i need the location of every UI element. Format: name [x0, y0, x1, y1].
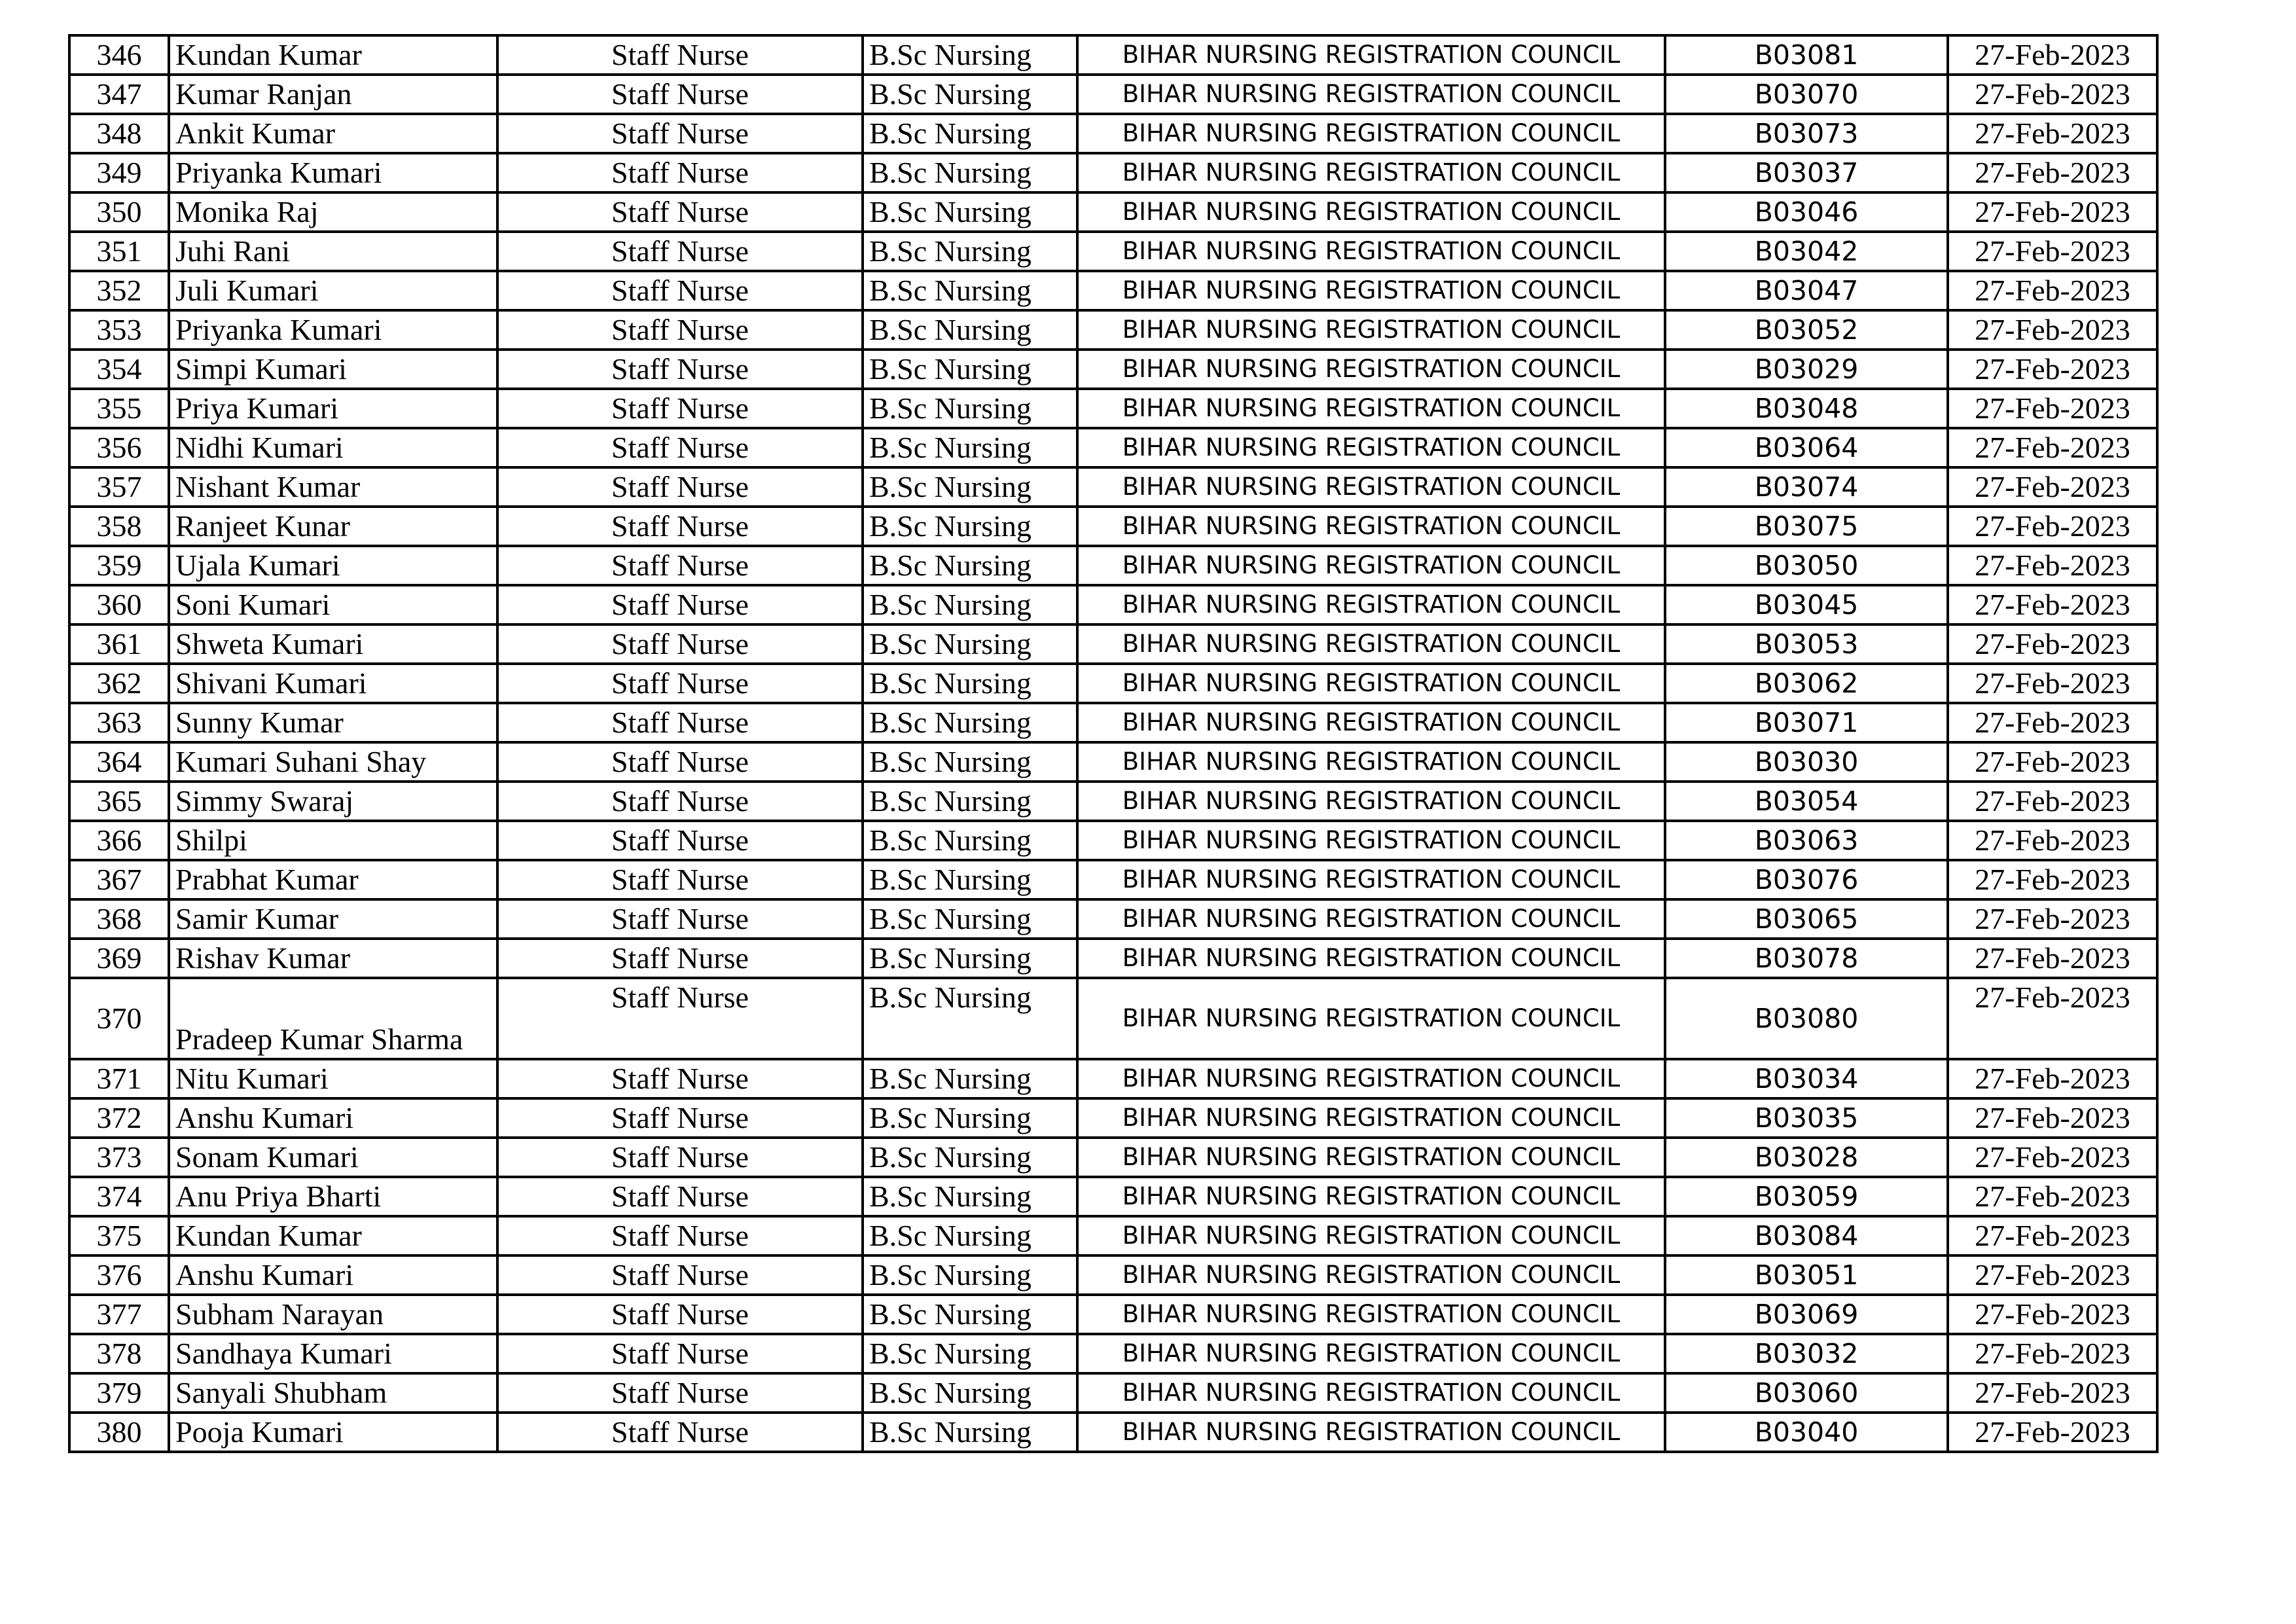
council-cell: BIHAR NURSING REGISTRATION COUNCIL [1077, 114, 1665, 153]
serial-number-cell: 356 [69, 428, 169, 467]
name-cell: Pradeep Kumar Sharma [169, 978, 497, 1059]
table-row [69, 75, 2157, 114]
serial-number-cell: 376 [69, 1255, 169, 1295]
registration-number-cell: B03064 [1665, 428, 1948, 467]
post-cell: Staff Nurse [497, 232, 863, 271]
council-cell: BIHAR NURSING REGISTRATION COUNCIL [1077, 1255, 1665, 1295]
name-cell: Nidhi Kumari [169, 428, 497, 467]
qualification-cell: B.Sc Nursing [863, 1177, 1077, 1216]
table-row [69, 624, 2157, 664]
registration-number-cell: B03030 [1665, 742, 1948, 782]
table-row [69, 585, 2157, 624]
serial-number-cell: 362 [69, 664, 169, 703]
qualification-cell: B.Sc Nursing [863, 821, 1077, 860]
table-row [69, 350, 2157, 389]
registration-number-cell: B03047 [1665, 271, 1948, 310]
table-row [69, 978, 2157, 1059]
serial-number-cell: 377 [69, 1295, 169, 1334]
serial-number-cell: 365 [69, 782, 169, 821]
name-cell: Soni Kumari [169, 585, 497, 624]
table-row [69, 35, 2157, 75]
name-cell: Juli Kumari [169, 271, 497, 310]
council-cell: BIHAR NURSING REGISTRATION COUNCIL [1077, 310, 1665, 350]
name-cell: Priyanka Kumari [169, 153, 497, 192]
qualification-cell: B.Sc Nursing [863, 389, 1077, 428]
table-row [69, 428, 2157, 467]
name-cell: Rishav Kumar [169, 939, 497, 978]
table-row [69, 782, 2157, 821]
post-cell: Staff Nurse [497, 428, 863, 467]
registration-number-cell: B03069 [1665, 1295, 1948, 1334]
post-cell: Staff Nurse [497, 271, 863, 310]
date-cell: 27-Feb-2023 [1948, 860, 2157, 899]
post-cell: Staff Nurse [497, 1138, 863, 1177]
qualification-cell: B.Sc Nursing [863, 507, 1077, 546]
date-cell: 27-Feb-2023 [1948, 428, 2157, 467]
registration-number-cell: B03075 [1665, 507, 1948, 546]
name-cell: Nishant Kumar [169, 467, 497, 507]
post-cell: Staff Nurse [497, 860, 863, 899]
name-cell: Sanyali Shubham [169, 1373, 497, 1413]
serial-number-cell: 359 [69, 546, 169, 585]
qualification-cell: B.Sc Nursing [863, 192, 1077, 232]
table-row [69, 389, 2157, 428]
date-cell: 27-Feb-2023 [1948, 1098, 2157, 1138]
table-row [69, 1216, 2157, 1255]
qualification-cell: B.Sc Nursing [863, 1059, 1077, 1098]
post-cell: Staff Nurse [497, 899, 863, 939]
date-cell: 27-Feb-2023 [1948, 35, 2157, 75]
council-cell: BIHAR NURSING REGISTRATION COUNCIL [1077, 507, 1665, 546]
qualification-cell: B.Sc Nursing [863, 75, 1077, 114]
date-cell: 27-Feb-2023 [1948, 1334, 2157, 1373]
name-cell: Sonam Kumari [169, 1138, 497, 1177]
date-cell: 27-Feb-2023 [1948, 703, 2157, 742]
serial-number-cell: 351 [69, 232, 169, 271]
post-cell: Staff Nurse [497, 389, 863, 428]
qualification-cell: B.Sc Nursing [863, 1334, 1077, 1373]
qualification-cell: B.Sc Nursing [863, 1413, 1077, 1452]
table-row [69, 742, 2157, 782]
council-cell: BIHAR NURSING REGISTRATION COUNCIL [1077, 978, 1665, 1059]
table-row [69, 467, 2157, 507]
registration-number-cell: B03045 [1665, 585, 1948, 624]
table-row [69, 1098, 2157, 1138]
serial-number-cell: 361 [69, 624, 169, 664]
date-cell: 27-Feb-2023 [1948, 1413, 2157, 1452]
date-cell: 27-Feb-2023 [1948, 1373, 2157, 1413]
post-cell: Staff Nurse [497, 153, 863, 192]
qualification-cell: B.Sc Nursing [863, 1098, 1077, 1138]
post-cell: Staff Nurse [497, 1255, 863, 1295]
registration-number-cell: B03029 [1665, 350, 1948, 389]
name-cell: Kumari Suhani Shay [169, 742, 497, 782]
table-row [69, 821, 2157, 860]
name-cell: Prabhat Kumar [169, 860, 497, 899]
name-cell: Juhi Rani [169, 232, 497, 271]
council-cell: BIHAR NURSING REGISTRATION COUNCIL [1077, 782, 1665, 821]
table-row [69, 1255, 2157, 1295]
post-cell: Staff Nurse [497, 1177, 863, 1216]
registration-number-cell: B03081 [1665, 35, 1948, 75]
council-cell: BIHAR NURSING REGISTRATION COUNCIL [1077, 75, 1665, 114]
name-cell: Simpi Kumari [169, 350, 497, 389]
serial-number-cell: 360 [69, 585, 169, 624]
registration-number-cell: B03074 [1665, 467, 1948, 507]
date-cell: 27-Feb-2023 [1948, 75, 2157, 114]
registration-number-cell: B03062 [1665, 664, 1948, 703]
registration-number-cell: B03078 [1665, 939, 1948, 978]
table-row [69, 1138, 2157, 1177]
registration-number-cell: B03071 [1665, 703, 1948, 742]
registration-number-cell: B03042 [1665, 232, 1948, 271]
post-cell: Staff Nurse [497, 978, 863, 1059]
table-row [69, 546, 2157, 585]
date-cell: 27-Feb-2023 [1948, 467, 2157, 507]
council-cell: BIHAR NURSING REGISTRATION COUNCIL [1077, 899, 1665, 939]
council-cell: BIHAR NURSING REGISTRATION COUNCIL [1077, 153, 1665, 192]
name-cell: Anshu Kumari [169, 1255, 497, 1295]
table-row [69, 153, 2157, 192]
date-cell: 27-Feb-2023 [1948, 1177, 2157, 1216]
registration-number-cell: B03063 [1665, 821, 1948, 860]
serial-number-cell: 380 [69, 1413, 169, 1452]
qualification-cell: B.Sc Nursing [863, 271, 1077, 310]
serial-number-cell: 367 [69, 860, 169, 899]
serial-number-cell: 364 [69, 742, 169, 782]
registration-number-cell: B03034 [1665, 1059, 1948, 1098]
date-cell: 27-Feb-2023 [1948, 1295, 2157, 1334]
date-cell: 27-Feb-2023 [1948, 153, 2157, 192]
table-row [69, 899, 2157, 939]
post-cell: Staff Nurse [497, 939, 863, 978]
council-cell: BIHAR NURSING REGISTRATION COUNCIL [1077, 1413, 1665, 1452]
table-row [69, 1059, 2157, 1098]
qualification-cell: B.Sc Nursing [863, 703, 1077, 742]
name-cell: Subham Narayan [169, 1295, 497, 1334]
qualification-cell: B.Sc Nursing [863, 782, 1077, 821]
table-row [69, 1373, 2157, 1413]
serial-number-cell: 375 [69, 1216, 169, 1255]
qualification-cell: B.Sc Nursing [863, 1295, 1077, 1334]
name-cell: Kundan Kumar [169, 1216, 497, 1255]
qualification-cell: B.Sc Nursing [863, 1138, 1077, 1177]
name-cell: Shivani Kumari [169, 664, 497, 703]
registration-number-cell: B03028 [1665, 1138, 1948, 1177]
registration-number-cell: B03046 [1665, 192, 1948, 232]
registration-number-cell: B03059 [1665, 1177, 1948, 1216]
post-cell: Staff Nurse [497, 114, 863, 153]
table-row [69, 310, 2157, 350]
council-cell: BIHAR NURSING REGISTRATION COUNCIL [1077, 1334, 1665, 1373]
qualification-cell: B.Sc Nursing [863, 899, 1077, 939]
serial-number-cell: 353 [69, 310, 169, 350]
name-cell: Shilpi [169, 821, 497, 860]
serial-number-cell: 349 [69, 153, 169, 192]
table-row [69, 271, 2157, 310]
serial-number-cell: 355 [69, 389, 169, 428]
table-row [69, 114, 2157, 153]
council-cell: BIHAR NURSING REGISTRATION COUNCIL [1077, 546, 1665, 585]
post-cell: Staff Nurse [497, 546, 863, 585]
post-cell: Staff Nurse [497, 1098, 863, 1138]
name-cell: Priyanka Kumari [169, 310, 497, 350]
date-cell: 27-Feb-2023 [1948, 192, 2157, 232]
name-cell: Pooja Kumari [169, 1413, 497, 1452]
post-cell: Staff Nurse [497, 1413, 863, 1452]
qualification-cell: B.Sc Nursing [863, 310, 1077, 350]
council-cell: BIHAR NURSING REGISTRATION COUNCIL [1077, 939, 1665, 978]
table-row [69, 703, 2157, 742]
council-cell: BIHAR NURSING REGISTRATION COUNCIL [1077, 1373, 1665, 1413]
serial-number-cell: 357 [69, 467, 169, 507]
serial-number-cell: 374 [69, 1177, 169, 1216]
name-cell: Priya Kumari [169, 389, 497, 428]
post-cell: Staff Nurse [497, 350, 863, 389]
post-cell: Staff Nurse [497, 1216, 863, 1255]
date-cell: 27-Feb-2023 [1948, 507, 2157, 546]
table-body [69, 35, 2157, 1452]
qualification-cell: B.Sc Nursing [863, 939, 1077, 978]
name-cell: Ankit Kumar [169, 114, 497, 153]
serial-number-cell: 370 [69, 978, 169, 1059]
council-cell: BIHAR NURSING REGISTRATION COUNCIL [1077, 271, 1665, 310]
serial-number-cell: 350 [69, 192, 169, 232]
post-cell: Staff Nurse [497, 703, 863, 742]
registration-number-cell: B03052 [1665, 310, 1948, 350]
registration-number-cell: B03060 [1665, 1373, 1948, 1413]
qualification-cell: B.Sc Nursing [863, 546, 1077, 585]
registration-number-cell: B03040 [1665, 1413, 1948, 1452]
date-cell: 27-Feb-2023 [1948, 271, 2157, 310]
date-cell: 27-Feb-2023 [1948, 664, 2157, 703]
council-cell: BIHAR NURSING REGISTRATION COUNCIL [1077, 624, 1665, 664]
serial-number-cell: 368 [69, 899, 169, 939]
council-cell: BIHAR NURSING REGISTRATION COUNCIL [1077, 1098, 1665, 1138]
council-cell: BIHAR NURSING REGISTRATION COUNCIL [1077, 1177, 1665, 1216]
table-row [69, 192, 2157, 232]
post-cell: Staff Nurse [497, 585, 863, 624]
post-cell: Staff Nurse [497, 1373, 863, 1413]
council-cell: BIHAR NURSING REGISTRATION COUNCIL [1077, 742, 1665, 782]
post-cell: Staff Nurse [497, 624, 863, 664]
qualification-cell: B.Sc Nursing [863, 350, 1077, 389]
table-row [69, 232, 2157, 271]
council-cell: BIHAR NURSING REGISTRATION COUNCIL [1077, 1295, 1665, 1334]
table-row [69, 860, 2157, 899]
qualification-cell: B.Sc Nursing [863, 664, 1077, 703]
post-cell: Staff Nurse [497, 782, 863, 821]
registration-table [68, 34, 2159, 1453]
post-cell: Staff Nurse [497, 310, 863, 350]
post-cell: Staff Nurse [497, 1295, 863, 1334]
registration-number-cell: B03076 [1665, 860, 1948, 899]
table-row [69, 664, 2157, 703]
registration-number-cell: B03048 [1665, 389, 1948, 428]
council-cell: BIHAR NURSING REGISTRATION COUNCIL [1077, 821, 1665, 860]
serial-number-cell: 347 [69, 75, 169, 114]
post-cell: Staff Nurse [497, 1059, 863, 1098]
registration-number-cell: B03053 [1665, 624, 1948, 664]
council-cell: BIHAR NURSING REGISTRATION COUNCIL [1077, 467, 1665, 507]
qualification-cell: B.Sc Nursing [863, 35, 1077, 75]
qualification-cell: B.Sc Nursing [863, 978, 1077, 1059]
date-cell: 27-Feb-2023 [1948, 782, 2157, 821]
council-cell: BIHAR NURSING REGISTRATION COUNCIL [1077, 860, 1665, 899]
table-row [69, 1177, 2157, 1216]
council-cell: BIHAR NURSING REGISTRATION COUNCIL [1077, 703, 1665, 742]
registration-number-cell: B03080 [1665, 978, 1948, 1059]
name-cell: Anshu Kumari [169, 1098, 497, 1138]
post-cell: Staff Nurse [497, 507, 863, 546]
serial-number-cell: 366 [69, 821, 169, 860]
date-cell: 27-Feb-2023 [1948, 546, 2157, 585]
serial-number-cell: 373 [69, 1138, 169, 1177]
serial-number-cell: 378 [69, 1334, 169, 1373]
registration-number-cell: B03070 [1665, 75, 1948, 114]
date-cell: 27-Feb-2023 [1948, 821, 2157, 860]
name-cell: Nitu Kumari [169, 1059, 497, 1098]
serial-number-cell: 379 [69, 1373, 169, 1413]
name-cell: Shweta Kumari [169, 624, 497, 664]
registration-number-cell: B03073 [1665, 114, 1948, 153]
registration-number-cell: B03050 [1665, 546, 1948, 585]
registration-number-cell: B03037 [1665, 153, 1948, 192]
qualification-cell: B.Sc Nursing [863, 742, 1077, 782]
date-cell: 27-Feb-2023 [1948, 1255, 2157, 1295]
registration-number-cell: B03054 [1665, 782, 1948, 821]
qualification-cell: B.Sc Nursing [863, 114, 1077, 153]
name-cell: Kumar Ranjan [169, 75, 497, 114]
qualification-cell: B.Sc Nursing [863, 1216, 1077, 1255]
name-cell: Monika Raj [169, 192, 497, 232]
serial-number-cell: 369 [69, 939, 169, 978]
council-cell: BIHAR NURSING REGISTRATION COUNCIL [1077, 1138, 1665, 1177]
registration-number-cell: B03065 [1665, 899, 1948, 939]
table-row [69, 1413, 2157, 1452]
post-cell: Staff Nurse [497, 1334, 863, 1373]
council-cell: BIHAR NURSING REGISTRATION COUNCIL [1077, 192, 1665, 232]
council-cell: BIHAR NURSING REGISTRATION COUNCIL [1077, 35, 1665, 75]
registration-number-cell: B03084 [1665, 1216, 1948, 1255]
post-cell: Staff Nurse [497, 192, 863, 232]
post-cell: Staff Nurse [497, 664, 863, 703]
date-cell: 27-Feb-2023 [1948, 585, 2157, 624]
post-cell: Staff Nurse [497, 75, 863, 114]
name-cell: Sunny Kumar [169, 703, 497, 742]
registration-number-cell: B03035 [1665, 1098, 1948, 1138]
qualification-cell: B.Sc Nursing [863, 1373, 1077, 1413]
date-cell: 27-Feb-2023 [1948, 114, 2157, 153]
date-cell: 27-Feb-2023 [1948, 1138, 2157, 1177]
qualification-cell: B.Sc Nursing [863, 153, 1077, 192]
qualification-cell: B.Sc Nursing [863, 428, 1077, 467]
post-cell: Staff Nurse [497, 821, 863, 860]
post-cell: Staff Nurse [497, 467, 863, 507]
name-cell: Ujala Kumari [169, 546, 497, 585]
registration-number-cell: B03051 [1665, 1255, 1948, 1295]
date-cell: 27-Feb-2023 [1948, 978, 2157, 1059]
serial-number-cell: 363 [69, 703, 169, 742]
post-cell: Staff Nurse [497, 35, 863, 75]
council-cell: BIHAR NURSING REGISTRATION COUNCIL [1077, 1216, 1665, 1255]
council-cell: BIHAR NURSING REGISTRATION COUNCIL [1077, 232, 1665, 271]
date-cell: 27-Feb-2023 [1948, 624, 2157, 664]
serial-number-cell: 346 [69, 35, 169, 75]
qualification-cell: B.Sc Nursing [863, 585, 1077, 624]
serial-number-cell: 354 [69, 350, 169, 389]
qualification-cell: B.Sc Nursing [863, 232, 1077, 271]
name-cell: Ranjeet Kunar [169, 507, 497, 546]
serial-number-cell: 371 [69, 1059, 169, 1098]
name-cell: Samir Kumar [169, 899, 497, 939]
table-row [69, 939, 2157, 978]
registration-number-cell: B03032 [1665, 1334, 1948, 1373]
table-row [69, 1295, 2157, 1334]
qualification-cell: B.Sc Nursing [863, 860, 1077, 899]
serial-number-cell: 348 [69, 114, 169, 153]
council-cell: BIHAR NURSING REGISTRATION COUNCIL [1077, 428, 1665, 467]
name-cell: Anu Priya Bharti [169, 1177, 497, 1216]
date-cell: 27-Feb-2023 [1948, 1059, 2157, 1098]
council-cell: BIHAR NURSING REGISTRATION COUNCIL [1077, 389, 1665, 428]
qualification-cell: B.Sc Nursing [863, 467, 1077, 507]
post-cell: Staff Nurse [497, 742, 863, 782]
date-cell: 27-Feb-2023 [1948, 389, 2157, 428]
serial-number-cell: 352 [69, 271, 169, 310]
qualification-cell: B.Sc Nursing [863, 624, 1077, 664]
council-cell: BIHAR NURSING REGISTRATION COUNCIL [1077, 664, 1665, 703]
name-cell: Kundan Kumar [169, 35, 497, 75]
date-cell: 27-Feb-2023 [1948, 1216, 2157, 1255]
name-cell: Sandhaya Kumari [169, 1334, 497, 1373]
council-cell: BIHAR NURSING REGISTRATION COUNCIL [1077, 350, 1665, 389]
date-cell: 27-Feb-2023 [1948, 899, 2157, 939]
council-cell: BIHAR NURSING REGISTRATION COUNCIL [1077, 585, 1665, 624]
date-cell: 27-Feb-2023 [1948, 350, 2157, 389]
table-row [69, 1334, 2157, 1373]
date-cell: 27-Feb-2023 [1948, 310, 2157, 350]
qualification-cell: B.Sc Nursing [863, 1255, 1077, 1295]
table-row [69, 507, 2157, 546]
serial-number-cell: 372 [69, 1098, 169, 1138]
name-cell: Simmy Swaraj [169, 782, 497, 821]
date-cell: 27-Feb-2023 [1948, 232, 2157, 271]
council-cell: BIHAR NURSING REGISTRATION COUNCIL [1077, 1059, 1665, 1098]
date-cell: 27-Feb-2023 [1948, 742, 2157, 782]
serial-number-cell: 358 [69, 507, 169, 546]
date-cell: 27-Feb-2023 [1948, 939, 2157, 978]
